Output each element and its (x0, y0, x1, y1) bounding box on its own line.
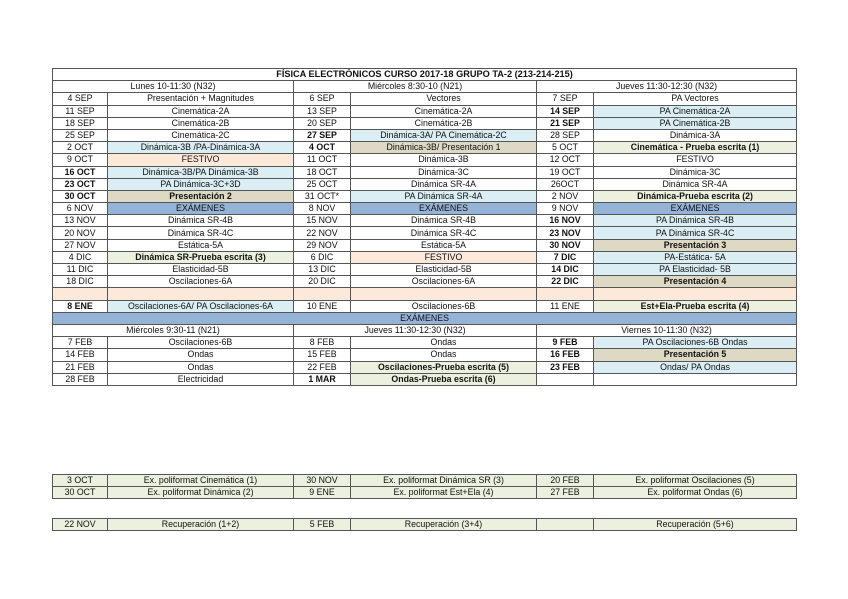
topic-cell: Cinemática-2C (108, 129, 294, 141)
schedule-title: FÍSICA ELECTRÓNICOS CURSO 2017-18 GRUPO TA-2 (213-214-215) (53, 69, 797, 81)
date-cell (53, 288, 108, 300)
topic-cell (108, 288, 294, 300)
date-cell: 27 FEB (537, 487, 594, 499)
group-header-wednesday-2: Miércoles 9:30-11 (N21) (53, 324, 294, 336)
date-cell: 3 OCT (53, 475, 108, 487)
date-cell: 31 OCT* (294, 190, 351, 202)
group-header-friday: Viernes 10-11:30 (N32) (537, 324, 797, 336)
date-cell: 4 DIC (53, 251, 108, 263)
date-cell: 16 NOV (537, 215, 594, 227)
date-cell: 4 SEP (53, 93, 108, 105)
schedule-row (53, 361, 797, 373)
schedule-row (53, 178, 797, 190)
date-cell: 22 DIC (537, 276, 594, 288)
schedule-row (53, 264, 797, 276)
topic-cell: FESTIVO (108, 154, 294, 166)
recovery-row (53, 519, 797, 531)
topic-cell: PA Dinámica SR-4A (351, 190, 537, 202)
date-cell: 7 SEP (537, 93, 594, 105)
topic-cell: PA Oscilaciones-6B Ondas (594, 337, 797, 349)
topic-cell: Ex. poliformat Oscilaciones (5) (594, 475, 797, 487)
date-cell: 9 FEB (537, 337, 594, 349)
group-header-thursday-2: Jueves 11:30-12:30 (N32) (294, 324, 537, 336)
topic-cell: Dinámica SR-4A (351, 178, 537, 190)
topic-cell: Elasticidad-5B (351, 264, 537, 276)
exam-row (53, 475, 797, 487)
topic-cell: Estática-5A (351, 239, 537, 251)
date-cell: 20 DIC (294, 276, 351, 288)
topic-cell: Ondas (351, 349, 537, 361)
schedule-row (53, 154, 797, 166)
topic-cell: Cinemática - Prueba escrita (1) (594, 142, 797, 154)
date-cell: 27 SEP (294, 129, 351, 141)
topic-cell: Dinámica-3A/ PA Cinemática-2C (351, 129, 537, 141)
topic-cell: Ex. poliformat Cinemática (1) (108, 475, 294, 487)
topic-cell: EXÁMENES (351, 203, 537, 215)
topic-cell: PA Vectores (594, 93, 797, 105)
schedule-row (53, 190, 797, 202)
date-cell: 9 ENE (294, 487, 351, 499)
date-cell: 18 OCT (294, 166, 351, 178)
topic-cell: Cinemática-2A (108, 105, 294, 117)
date-cell: 5 OCT (537, 142, 594, 154)
date-cell: 21 SEP (537, 117, 594, 129)
topic-cell: PA Cinemática-2B (594, 117, 797, 129)
topic-cell: Recuperación (5+6) (594, 519, 797, 531)
date-cell: 25 OCT (294, 178, 351, 190)
date-cell: 15 NOV (294, 215, 351, 227)
group-header-row-2 (53, 324, 797, 336)
topic-cell: Cinemática-2B (108, 117, 294, 129)
date-cell: 18 SEP (53, 117, 108, 129)
topic-cell: Presentación + Magnitudes (108, 93, 294, 105)
topic-cell: Ondas (108, 361, 294, 373)
schedule-row (53, 276, 797, 288)
schedule-row (53, 288, 797, 300)
date-cell: 11 SEP (53, 105, 108, 117)
schedule-row (53, 349, 797, 361)
topic-cell: FESTIVO (594, 154, 797, 166)
topic-cell: Ex. poliformat Dinámica SR (3) (351, 475, 537, 487)
date-cell: 7 DIC (537, 251, 594, 263)
topic-cell: Oscilaciones-6A (351, 276, 537, 288)
topic-cell: Dinámica-Prueba escrita (2) (594, 190, 797, 202)
date-cell: 30 OCT (53, 487, 108, 499)
date-cell: 8 ENE (53, 300, 108, 312)
topic-cell: Dinámica SR-4C (108, 227, 294, 239)
topic-cell: Oscilaciones-6A/ PA Oscilaciones-6A (108, 300, 294, 312)
group-header-row-1 (53, 81, 797, 93)
topic-cell: Ondas/ PA Ondas (594, 361, 797, 373)
date-cell (537, 373, 594, 385)
topic-cell: Dinámica SR-Prueba escrita (3) (108, 251, 294, 263)
topic-cell: Oscilaciones-6A (108, 276, 294, 288)
date-cell: 6 NOV (53, 203, 108, 215)
topic-cell: EXÁMENES (108, 203, 294, 215)
topic-cell: Ondas (108, 349, 294, 361)
date-cell: 8 NOV (294, 203, 351, 215)
topic-cell: Oscilaciones-Prueba escrita (5) (351, 361, 537, 373)
date-cell: 5 FEB (294, 519, 351, 531)
topic-cell: FESTIVO (351, 251, 537, 263)
date-cell: 19 OCT (537, 166, 594, 178)
topic-cell: PA Dinámica SR-4B (594, 215, 797, 227)
schedule-row (53, 142, 797, 154)
date-cell: 1 MAR (294, 373, 351, 385)
date-cell: 20 NOV (53, 227, 108, 239)
date-cell: 27 NOV (53, 239, 108, 251)
date-cell: 13 NOV (53, 215, 108, 227)
topic-cell: PA Dinámica SR-4C (594, 227, 797, 239)
date-cell: 23 FEB (537, 361, 594, 373)
schedule-row (53, 373, 797, 385)
date-cell: 11 DIC (53, 264, 108, 276)
date-cell: 10 ENE (294, 300, 351, 312)
date-cell: 30 NOV (537, 239, 594, 251)
date-cell: 11 OCT (294, 154, 351, 166)
date-cell: 9 OCT (53, 154, 108, 166)
topic-cell: Ex. poliformat Est+Ela (4) (351, 487, 537, 499)
topic-cell: Dinámica-3A (594, 129, 797, 141)
topic-cell: Presentación 5 (594, 349, 797, 361)
topic-cell: PA Dinámica-3C+3D (108, 178, 294, 190)
topic-cell: Dinámica SR-4B (108, 215, 294, 227)
date-cell: 8 FEB (294, 337, 351, 349)
date-cell: 4 OCT (294, 142, 351, 154)
topic-cell (594, 373, 797, 385)
date-cell: 6 SEP (294, 93, 351, 105)
date-cell: 6 DIC (294, 251, 351, 263)
schedule-row (53, 117, 797, 129)
topic-cell: Ondas (351, 337, 537, 349)
topic-cell (351, 288, 537, 300)
topic-cell: Ondas-Prueba escrita (6) (351, 373, 537, 385)
title-row (53, 69, 797, 81)
date-cell: 13 DIC (294, 264, 351, 276)
poliformat-exams-table (52, 474, 797, 499)
topic-cell: Dinámica-3B/ Presentación 1 (351, 142, 537, 154)
exams-banner: EXÁMENES (53, 312, 797, 324)
group-header-wednesday: Miércoles 8:30-10 (N21) (294, 81, 537, 93)
date-cell (537, 288, 594, 300)
date-cell: 25 SEP (53, 129, 108, 141)
topic-cell: Electricidad (108, 373, 294, 385)
topic-cell: Presentación 4 (594, 276, 797, 288)
date-cell: 30 NOV (294, 475, 351, 487)
schedule-row (53, 337, 797, 349)
topic-cell: Presentación 2 (108, 190, 294, 202)
topic-cell: Dinámica-3C (351, 166, 537, 178)
recovery-table (52, 518, 797, 531)
date-cell: 16 OCT (53, 166, 108, 178)
topic-cell: Elasticidad-5B (108, 264, 294, 276)
topic-cell: Estática-5A (108, 239, 294, 251)
topic-cell (594, 288, 797, 300)
topic-cell: Presentación 3 (594, 239, 797, 251)
schedule-row (53, 93, 797, 105)
topic-cell: PA Cinemática-2A (594, 105, 797, 117)
group-header-thursday: Jueves 11:30-12:30 (N32) (537, 81, 797, 93)
topic-cell: Dinámica SR-4C (351, 227, 537, 239)
date-cell: 15 FEB (294, 349, 351, 361)
schedule-row (53, 215, 797, 227)
date-cell: 18 DIC (53, 276, 108, 288)
date-cell: 7 FEB (53, 337, 108, 349)
topic-cell: PA Elasticidad- 5B (594, 264, 797, 276)
topic-cell: Dinámica SR-4A (594, 178, 797, 190)
date-cell: 23 NOV (537, 227, 594, 239)
topic-cell: Dinámica-3B /PA-Dinámica-3A (108, 142, 294, 154)
date-cell: 2 NOV (537, 190, 594, 202)
topic-cell: Cinemática-2A (351, 105, 537, 117)
date-cell: 14 FEB (53, 349, 108, 361)
group-header-monday: Lunes 10-11:30 (N32) (53, 81, 294, 93)
topic-cell: EXÁMENES (594, 203, 797, 215)
date-cell: 26OCT (537, 178, 594, 190)
topic-cell: Oscilaciones-6B (108, 337, 294, 349)
topic-cell: PA-Estática- 5A (594, 251, 797, 263)
schedule-row (53, 105, 797, 117)
exam-row (53, 487, 797, 499)
topic-cell: Recuperación (3+4) (351, 519, 537, 531)
topic-cell: Vectores (351, 93, 537, 105)
schedule-row (53, 203, 797, 215)
date-cell: 16 FEB (537, 349, 594, 361)
date-cell: 11 ENE (537, 300, 594, 312)
topic-cell: Est+Ela-Prueba escrita (4) (594, 300, 797, 312)
topic-cell: Cinemática-2B (351, 117, 537, 129)
schedule-row (53, 251, 797, 263)
schedule-row (53, 129, 797, 141)
date-cell: 2 OCT (53, 142, 108, 154)
schedule-row (53, 239, 797, 251)
schedule-row (53, 166, 797, 178)
date-cell: 14 SEP (537, 105, 594, 117)
topic-cell: Dinámica SR-4B (351, 215, 537, 227)
topic-cell: Ex. poliformat Ondas (6) (594, 487, 797, 499)
schedule-row (53, 300, 797, 312)
date-cell: 12 OCT (537, 154, 594, 166)
date-cell: 22 FEB (294, 361, 351, 373)
topic-cell: Dinámica-3B/PA Dinámica-3B (108, 166, 294, 178)
date-cell: 22 NOV (294, 227, 351, 239)
date-cell: 22 NOV (53, 519, 108, 531)
schedule-row (53, 227, 797, 239)
topic-cell: Dinámica-3B (351, 154, 537, 166)
date-cell: 20 FEB (537, 475, 594, 487)
schedule-table (52, 68, 797, 386)
date-cell: 9 NOV (537, 203, 594, 215)
date-cell: 28 SEP (537, 129, 594, 141)
date-cell (294, 288, 351, 300)
date-cell: 21 FEB (53, 361, 108, 373)
date-cell: 29 NOV (294, 239, 351, 251)
date-cell: 14 DIC (537, 264, 594, 276)
topic-cell: Ex. poliformat Dinámica (2) (108, 487, 294, 499)
topic-cell: Recuperación (1+2) (108, 519, 294, 531)
date-cell: 23 OCT (53, 178, 108, 190)
exams-banner-row (53, 312, 797, 324)
date-cell: 28 FEB (53, 373, 108, 385)
topic-cell: Dinámica-3C (594, 166, 797, 178)
topic-cell: Oscilaciones-6B (351, 300, 537, 312)
date-cell: 30 OCT (53, 190, 108, 202)
date-cell (537, 519, 594, 531)
date-cell: 13 SEP (294, 105, 351, 117)
date-cell: 20 SEP (294, 117, 351, 129)
